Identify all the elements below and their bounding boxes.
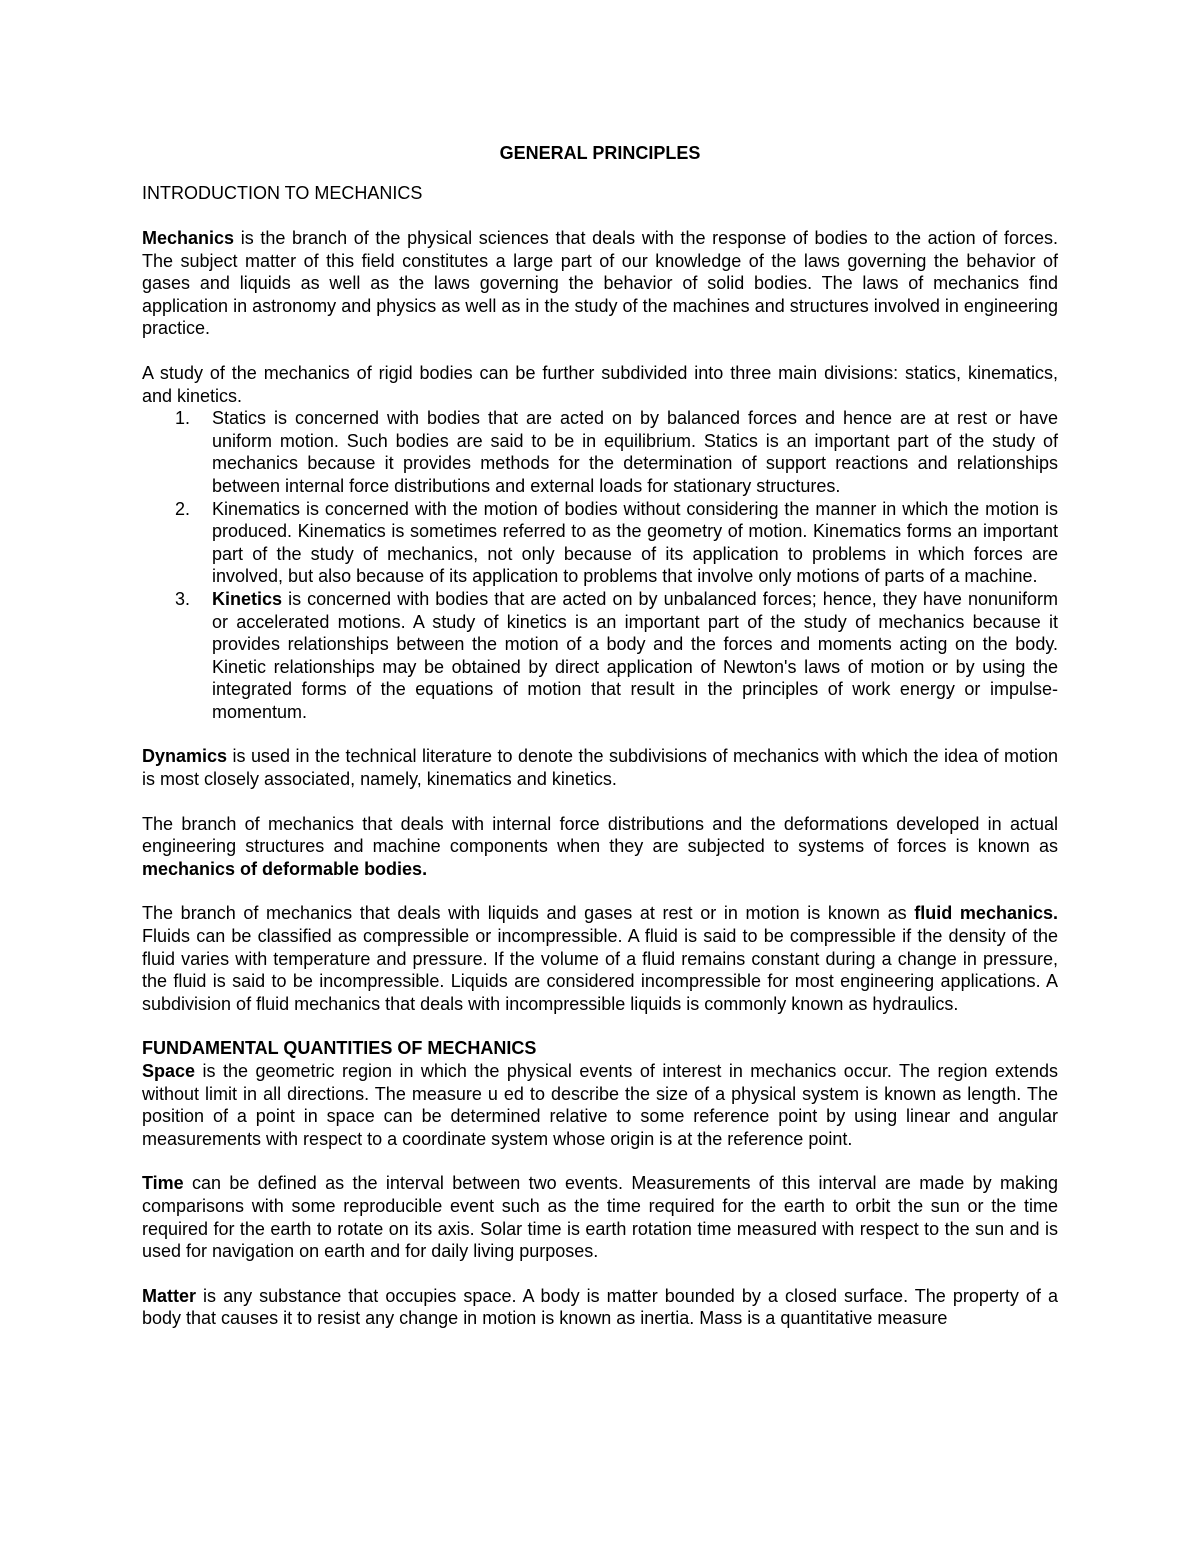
list-item	[142, 407, 1058, 497]
time-paragraph	[142, 1172, 1058, 1262]
divisions-list	[142, 407, 1058, 723]
list-item	[142, 588, 1058, 724]
list-item-text: Statics is concerned with bodies that are acted on by balanced forces and hence are at rest or have uniform motion. Such bodies are said to be in equilibrium. Statics is an important part of the study of mechanics because it provides methods for the determination of support reactions and relationships between internal force distributions and external loads for stationary structures.	[212, 408, 1058, 496]
matter-text: is any substance that occupies space. A body is matter bounded by a closed surface. The property of a body that causes it to resist any change in motion is known as inertia. Mass is a quantitative measure	[142, 1285, 1058, 1329]
matter-term: Matter	[142, 1285, 197, 1306]
mechanics-text: is the branch of the physical sciences that deals with the response of bodies to the action of forces. The subject matter of this field constitutes a large part of our knowledge of the laws governing the behavior of gases and liquids as well as the laws governing the behavior of solid bodies. The laws of mechanics find application in astronomy and physics as well as in the study of the machines and structures involved in engineering practice.	[142, 228, 1058, 339]
mechanics-term: Mechanics	[142, 228, 235, 248]
list-number: 1.	[175, 408, 191, 429]
space-paragraph	[142, 1060, 1058, 1150]
space-text: is the geometric region in which the physical events of interest in mechanics occur. The region extends without limit in all directions. The measure u ed to describe the size of a physical system is known as length. The position of a point in space can be determined relative to some reference point by using linear and angular measurements with respect to a coordinate system whose origin is at the reference point.	[142, 1061, 1058, 1149]
mechanics-paragraph	[142, 227, 1058, 340]
time-term: Time	[142, 1173, 184, 1194]
matter-paragraph	[142, 1285, 1058, 1330]
deformable-term: mechanics of deformable bodies.	[142, 858, 428, 879]
fluid-term: fluid mechanics.	[914, 903, 1058, 924]
dynamics-term: Dynamics	[142, 746, 228, 767]
list-item-text: is concerned with bodies that are acted on by unbalanced forces; hence, they have nonuniform or accelerated motions. A study of kinetics is an important part of the study of mechanics because it provides relationships between the motion of a body and the forces and moments acting on the body. Kinetic relationships may be obtained by direct application of Newton's laws of motion or by using the integrated forms of the equations of motion that result in the principles of work energy or impulse-momentum.	[212, 588, 1058, 722]
list-number: 3.	[175, 588, 191, 609]
time-text: can be defined as the interval between two events. Measurements of this interval are made by making comparisons with some reproducible event such as the time required for the earth to orbit the sun or the time required for the earth to rotate on its axis. Solar time is earth rotation time measured with respect to the sun and is used for navigation on earth and for daily living purposes.	[142, 1173, 1058, 1262]
deformable-bodies-paragraph	[142, 813, 1058, 881]
list-number: 2.	[175, 498, 191, 519]
space-term: Space	[142, 1061, 196, 1081]
dynamics-paragraph	[142, 745, 1058, 790]
list-item	[142, 498, 1058, 588]
kinetics-term: Kinetics	[212, 588, 283, 609]
document-page	[142, 142, 1058, 1330]
section-subtitle: INTRODUCTION TO MECHANICS	[142, 183, 423, 203]
list-item-text: Kinematics is concerned with the motion of bodies without considering the manner in which the motion is produced. Kinematics is sometimes referred to as the geometry of motion. Kinematics forms an important part of the study of mechanics, not only because of its application to problems in which forces are involved, but also because of its application to problems that involve only motions of parts of a machine.	[212, 498, 1058, 587]
fluid-mechanics-paragraph	[142, 902, 1058, 1015]
section-heading: FUNDAMENTAL QUANTITIES OF MECHANICS	[142, 1038, 537, 1059]
page-title: GENERAL PRINCIPLES	[499, 143, 701, 163]
dynamics-text: is used in the technical literature to denote the subdivisions of mechanics with which the idea of motion is most closely associated, namely, kinematics and kinetics.	[142, 746, 1058, 790]
fluid-text-after: Fluids can be classified as compressible or incompressible. A fluid is said to be compressible if the density of the fluid varies with temperature and pressure. If the volume of a fluid remains constant during a change in pressure, the fluid is said to be incompressible. Liquids are considered incompressible for most engineering applications. A subdivision of fluid mechanics that deals with incompressible liquids is commonly known as hydraulics.	[142, 926, 1058, 1014]
deformable-text: The branch of mechanics that deals with internal force distributions and the deformations developed in actual engineering structures and machine components when they are subjected to systems of forces is known as	[142, 813, 1058, 857]
subdivision-paragraph: A study of the mechanics of rigid bodies can be further subdivided into three main divisions: statics, kinematics, and kinetics.	[142, 362, 1058, 406]
fluid-text-before: The branch of mechanics that deals with liquids and gases at rest or in motion is known as	[142, 903, 915, 924]
